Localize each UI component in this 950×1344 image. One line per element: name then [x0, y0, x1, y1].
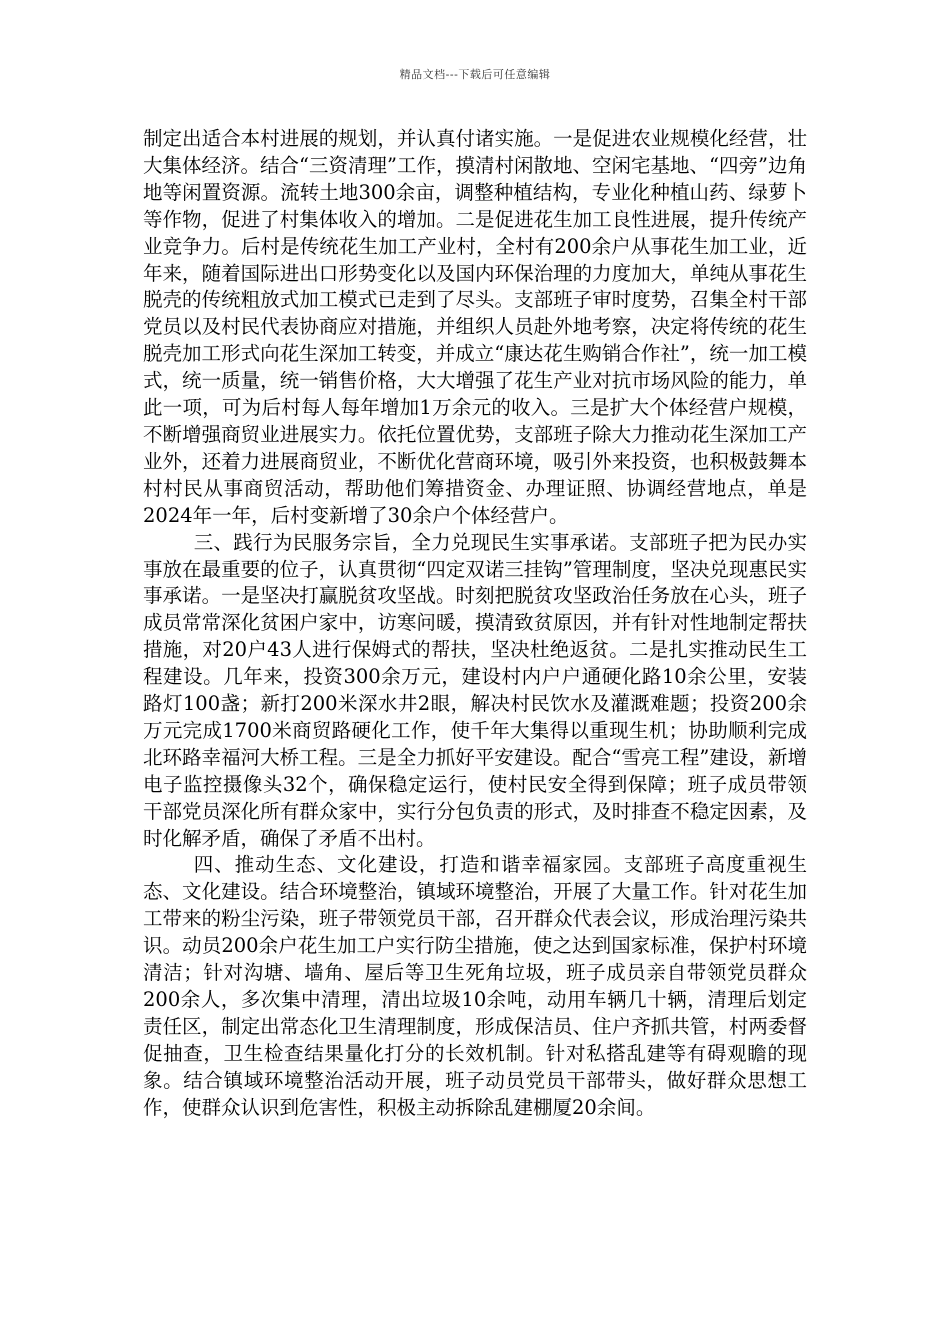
document-body	[143, 126, 807, 1122]
page-header: 精品文档---下载后可任意编辑	[399, 68, 551, 81]
paragraph-2: 三、践行为民服务宗旨，全力兑现民生实事承诺。支部班子把为民办实事放在最重要的位子，认真贯彻“四定双诺三挂钩”管理制度，坚决兑现惠民实事承诺。一是坚决打赢脱贫攻坚战。时刻把脱贫攻坚政治任务放在心头，班子成员常常深化贫困户家中，访寒问暖，摸清致贫原因，并有针对性地制定帮扶措施，对20户43人进行保姆式的帮扶，坚决杜绝返贫。二是扎实推动民生工程建设。几年来，投资300余万元，建设村内户户通硬化路10余公里，安装路灯100盏；新打200米深水井2眼，解决村民饮水及灌溉难题；投资200余万元完成1700米商贸路硬化工作，使千年大集得以重现生机；协助顺利完成北环路幸福河大桥工程。三是全力抓好平安建设。配合“雪亮工程”建设，新增电子监控摄像头32个，确保稳定运行，使村民安全得到保障；班子成员带领干部党员深化所有群众家中，实行分包负责的形式，及时排查不稳定因素，及时化解矛盾，确保了矛盾不出村。	[143, 530, 807, 850]
paragraph-1: 制定出适合本村进展的规划，并认真付诸实施。一是促进农业规模化经营，壮大集体经济。结合“三资清理”工作，摸清村闲散地、空闲宅基地、“四旁”边角地等闲置资源。流转土地300余亩，调整种植结构，专业化种植山药、绿萝卜等作物，促进了村集体收入的增加。二是促进花生加工良性进展，提升传统产业竞争力。后村是传统花生加工产业村，全村有200余户从事花生加工业，近年来，随着国际进出口形势变化以及国内环保治理的力度加大，单纯从事花生脱壳的传统粗放式加工模式已走到了尽头。支部班子审时度势，召集全村干部党员以及村民代表协商应对措施，并组织人员赴外地考察，决定将传统的花生脱壳加工形式向花生深加工转变，并成立“康达花生购销合作社”，统一加工模式，统一质量，统一销售价格，大大增强了花生产业对抗市场风险的能力，单此一项，可为后村每人每年增加1万余元的收入。三是扩大个体经营户规模，不断增强商贸业进展实力。依托位置优势，支部班子除大力推动花生深加工产业外，还着力进展商贸业，不断优化营商环境，吸引外来投资，也积极鼓舞本村村民从事商贸活动，帮助他们筹措资金、办理证照、协调经营地点，单是2024年一年，后村变新增了30余户个体经营户。	[143, 127, 807, 527]
paragraph-3: 四、推动生态、文化建设，打造和谐幸福家园。支部班子高度重视生态、文化建设。结合环境整治，镇域环境整治，开展了大量工作。针对花生加工带来的粉尘污染，班子带领党员干部，召开群众代表会议，形成治理污染共识。动员200余户花生加工户实行防尘措施，使之达到国家标准，保护村环境清洁；针对沟塘、墙角、屋后等卫生死角垃圾，班子成员亲自带领党员群众200余人，多次集中清理，清出垃圾10余吨，动用车辆几十辆，清理后划定责任区，制定出常态化卫生清理制度，形成保洁员、住户齐抓共管，村两委督促抽查，卫生检查结果量化打分的长效机制。针对私搭乱建等有碍观瞻的现象。结合镇域环境整治活动开展，班子动员党员干部带头，做好群众思想工作，使群众认识到危害性，积极主动拆除乱建棚厦20余间。	[143, 853, 807, 1119]
